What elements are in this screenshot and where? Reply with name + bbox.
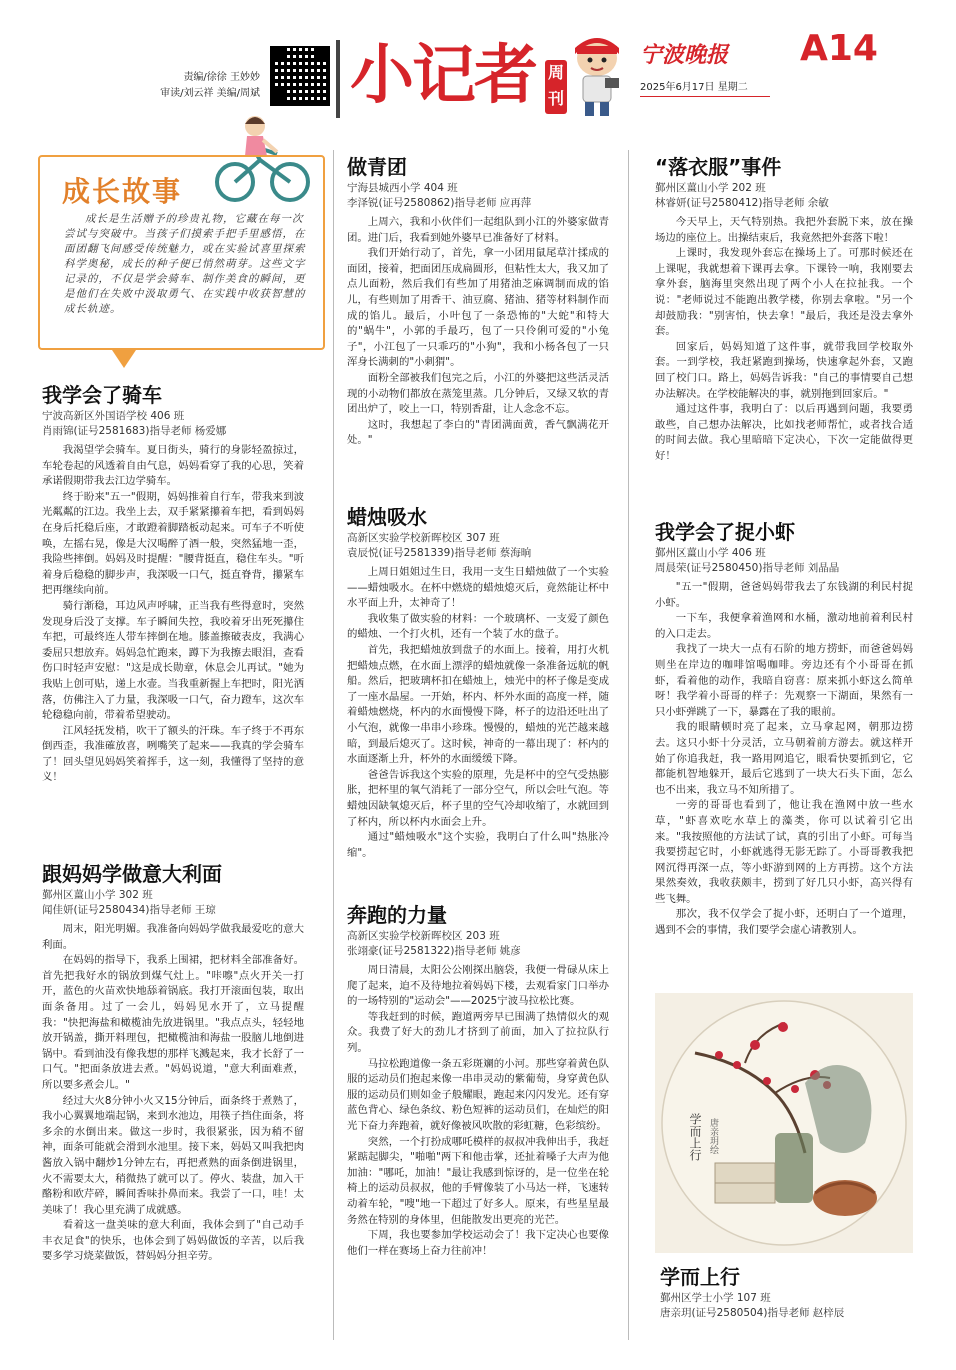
paragraph: 看着这一盘美味的意大利面，我体会到了"自己动手丰衣足食"的快乐，也体会到了妈妈做饭的辛苦，以后我要多学习烧菜做饭，替妈妈分担辛劳。	[42, 1219, 304, 1263]
paragraph: "五一"假期，爸爸妈妈带我去了东钱湖的利民村捉小虾。	[655, 581, 913, 609]
article-title: 蜡烛吸水	[347, 505, 427, 529]
paragraph: 我们开始行动了，首先，拿一小团用鼠尾草汁揉成的面团，接着，把面团压成扁圆形，但粘性太大，我又加了点儿面粉，然后我们有些加了用猪油芝麻调制而成的馅儿，有些则加了用香干、油豆腐、猪油、猪等材料制作而成的馅儿。最后，小叶包了一条恐怖的"大蛇"和特大的"蜗牛"，小郭的手最巧，包了一只伶俐可爱的"小兔子"，小江包了一只乖巧的"小狗"，我和小杨各包了一只浑身长满刺的"小刺猬"。	[347, 247, 609, 369]
column-divider	[333, 150, 334, 1340]
paragraph: 我渴望学会骑车。夏日街头，骑行的身影轻盈掠过，车轮卷起的风透着自由气息，妈妈看穿了我的心思，笑着承诺假期带我去江边学骑车。	[42, 444, 304, 488]
article-school: 宁海县城西小学 404 班	[347, 182, 458, 194]
article-title: 学而上行	[660, 1265, 740, 1289]
article-author: 林睿妍(证号2580412)指导老师 余敏	[655, 197, 829, 209]
article-school: 鄞州区学士小学 107 班	[660, 1292, 771, 1304]
qr-code-icon[interactable]	[270, 46, 330, 106]
paragraph: 下周，我也要参加学校运动会了！我下定决心也要像他们一样在赛场上奋力往前冲！	[347, 1229, 609, 1257]
paragraph: 那次，我不仅学会了捉小虾，还明白了一个道理，遇到不会的事情，我们要学会虚心请教别人。	[655, 908, 913, 937]
growth-story-title: 成长故事	[62, 175, 183, 208]
article-candle	[347, 505, 609, 861]
article-body	[42, 443, 304, 786]
article-pasta	[42, 862, 304, 1265]
paragraph: 在妈妈的指导下，我系上围裙，把材料全部准备好。首先把我好水的锅放到煤气灶上。"咔嚓"点火开关一打开，蓝色的火苗欢快地舔着锅底。我打开滚面包装，取出面条备用。过了一会儿，妈妈见水开了，立马提醒我："快把海盐和橄榄油先放进锅里。"我点点头，轻轻地放开锅盖，撕开料理包，把橄榄油和海盐一股脑儿地倒进锅中。看到油没有像我想的那样飞溅起来，我才长舒了一口气。"把面条放进去煮。"妈妈说道，"意大利面难煮，所以要多煮会儿。"	[42, 954, 304, 1091]
article-bike	[42, 383, 304, 786]
paragraph: 通过这件事，我明白了：以后再遇到问题，我要勇敢些，自己想办法解决，比如找老师帮忙，或者找合适的时间去做。我心里暗暗下定决心，下次一定能做得更好！	[655, 403, 913, 462]
article-school: 鄞州区薑山小学 302 班	[42, 889, 153, 901]
page-subtitle: 周刊	[545, 60, 567, 114]
column-divider	[628, 150, 629, 1340]
paragraph: 上周日姐姐过生日，我用一支生日蜡烛做了一个实验——蜡烛吸水。在杯中燃烧的蜡烛熄灭后，竟然能让杯中水平面上升，太神奇了！	[347, 566, 609, 610]
article-author: 袁辰悦(证号2581339)指导老师 蔡海晌	[347, 547, 532, 559]
date-underline	[640, 96, 770, 97]
article-qingtuan	[347, 155, 609, 449]
editor-credits	[150, 70, 260, 102]
growth-story-text: 成长是生活赠予的珍贵礼物，它藏在每一次尝试与突破中。当孩子们摸索手把手里感悟，在面团翻飞间感受传统魅力，或在实验试喜里探索科学奥秘，成长的种子便已悄然萌芽。这些文字记录的，不仅是学会骑车、制作美食的瞬间，更是他们在失败中汲取勇气、在实践中收获智慧的成长轨迹。	[64, 213, 306, 315]
article-title: “落衣服”事件	[655, 155, 782, 179]
ink-painting-image	[655, 993, 913, 1253]
masthead-divider	[336, 40, 340, 118]
paragraph: 上课时，我发现外套忘在操场上了。可那时候还在上课呢，我就想着下课再去拿。下课铃一响，我刚要去拿外套，脑海里突然出现了两个小人在拉扯我。一个说："老师说过不能跑出教学楼，你别去拿啦。"另一个却鼓励我："别害怕，快去拿！"最后，我还是没去拿外套。	[655, 247, 913, 338]
paragraph: 爸爸告诉我这个实验的原理，先是杯中的空气受热膨胀，把杯里的氧气消耗了一部分空气，所以会吐气泡。等蜡烛因缺氧熄灭后，杯子里的空气冷却收缩了，水就回到了杯内，所以杯内水面会上升。	[347, 768, 609, 828]
paragraph: 突然，一个打扮成哪吒模样的叔叔冲我伸出手，我赶紧踮起脚尖，"啪啪"两下和他击掌，还扯着嗓子大声为他加油："哪吒，加油！"最让我感到惊讶的，是一位坐在轮椅上的运动员叔叔，他的手臂像装了小马达一样，飞速转动着车轮，"嗖"地一下超过了好多人。原来，有些星星最务然在特别的身体里，但能散发出更亮的光芒。	[347, 1135, 609, 1226]
article-school: 高新区实验学校新晖校区 203 班	[347, 930, 500, 942]
paragraph: 这时，我想起了李白的"青团满面黄，香气飘满花开处。"	[347, 418, 609, 447]
article-body	[42, 922, 304, 1265]
painting-inscription-right: 学而上行	[688, 1113, 702, 1161]
article-title: 奔跑的力量	[347, 903, 447, 927]
paragraph: 我的眼睛顿时亮了起来，立马拿起网，朝那边捞去。这只小虾十分灵活，立马朝着前方游去。就这样开始了你追我赶，我一路用网追它，眼看快要抓到它，它都能机智地躲开，最后它逃到了一块大石头下面，怎么也不出来，我立马不知所措了。	[655, 721, 913, 796]
paragraph: 今天早上，天气特别热。我把外套脱下来，放在操场边的座位上。出操结束后，我竟然把外套落下啦！	[655, 216, 913, 244]
paragraph: 通过"蜡烛吸水"这个实验，我明白了什么叫"热胀冷缩"。	[347, 831, 609, 859]
paragraph: 一下车，我便拿着渔网和水桶，激动地前着利民村的入口走去。	[655, 612, 913, 640]
paragraph: 上周六，我和小伙伴们一起组队到小江的外婆家做青团。进门后，我看到她外婆早已准备好了材料。	[347, 216, 609, 244]
paragraph: 我收集了做实验的材料：一个玻璃杯、一支爱了颜色的蜡烛、一个打火机，还有一个装了水的盘子。	[347, 612, 609, 641]
paragraph: 江风轻抚发梢，吹干了额头的汗珠。车子终于不再东倒西歪，我准確放喜，咧嘴笑了起来——我真的学会骑车了！回头望见妈妈笑着挥手，这一刻，我懂得了坚持的意义！	[42, 724, 304, 784]
article-shrimp	[655, 520, 913, 939]
article-author: 周晨荣(证号2580450)指导老师 刘晶晶	[655, 562, 840, 574]
newspaper-name: 宁波晚报	[640, 42, 729, 68]
paragraph: 周末，阳光明媚。我准备向妈妈学做我最爱吃的意大利面。	[42, 923, 304, 951]
paragraph: 一旁的哥哥也看到了，他让我在渔网中放一些水草，"虾喜欢吃水草上的藻类，你可以试着引它出来。"我按照他的方法试了试，真的引出了小虾。可每当我要捞起它时，小虾就逃得无影无踪了。小哥哥教我把网沉得再深一点，等小虾游到网的上方再捞。这个方法果然奏效，我收获颇丰，捞到了好几只小虾，高兴得有些飞舞。	[655, 799, 913, 905]
page-number: A14	[800, 28, 878, 69]
article-marathon	[347, 903, 609, 1259]
article-body	[347, 215, 609, 449]
paragraph: 马拉松跑道像一条五彩斑斓的小河。那些穿着黄色队服的运动员们抱起来像一串串灵动的紫葡萄，身穿黄色队服的运动员们则如金子般耀眼，跑起来闪闪发光。还有穿蓝色背心、绿色条纹、粉色短裤的运动员们，在灿烂的阳光下奋力奔跑着，就好像被风吹散的彩虹糖，色彩缤纷。	[347, 1057, 609, 1132]
article-body	[655, 215, 913, 465]
paragraph: 骑行渐稳，耳边风声呼啸，正当我有些得意时，突然发现身后没了支撑。车子瞬间失控，我咬着牙出死死攥住车把，可最终连人带车摔倒在地。膝盖擦破表皮，我满心委屈只想放弃。妈妈急忙跑来，蹲下为我擦去眼泪，查看伤口时轻声安慰："这是成长勋章，休息会儿再试。"她为我贴上创可贴，递上水壶。当我重新握上车把时，阳光洒落，仿佛注入了力量，我深吸一口气，奋力蹬车，这次车轮稳稳向前，带着希望驶动。	[42, 599, 304, 722]
article-body	[655, 580, 913, 939]
article-title: 做青团	[347, 155, 407, 179]
article-school: 鄞州区薑山小学 406 班	[655, 547, 766, 559]
article-author: 肖雨锦(证号2581683)指导老师 杨爱娜	[42, 425, 227, 437]
paragraph: 等我赶到的时候，跑道两旁早已围满了热情似火的观众。我费了好大的劲儿才挤到了前面，加入了拉拉队行列。	[347, 1010, 609, 1054]
article-author: 唐亲玥(证号2580504)指导老师 赵梓辰	[660, 1307, 845, 1319]
painting-inscription-left: 唐亲玥绘	[708, 1118, 718, 1154]
article-title: 我学会了捉小虾	[655, 520, 795, 544]
paragraph: 回家后，妈妈知道了这件事，就带我回学校取外套。一到学校，我赶紧跑到操场，快速拿起外套，又跑回了校门口。路上，妈妈告诉我："自己的事情要自己想办法解决。在学校能解决的事，就别拖到回家后。"	[655, 340, 913, 400]
paragraph: 我找了一块大一点有石阶的地方捞虾，而爸爸妈妈则坐在岸边的咖啡馆喝咖啡。旁边还有个小哥哥在抓虾，看着他的动作，我暗自窃喜：原来抓小虾这么简单呀！我学着小哥哥的样子：先观察一下湖面，果然有一只小虾弹跳了一下，暴露在了我的眼前。	[655, 643, 913, 718]
article-school: 高新区实验学校新晖校区 307 班	[347, 532, 500, 544]
article-body	[347, 565, 609, 861]
box-pointer	[112, 350, 136, 368]
paragraph: 经过大火8分钟小火又15分钟后，面条终于煮熟了，我小心翼翼地端起锅，来到水池边，用筷子挡住面条，将多余的水倒出来。做这一步时，我很紧张，因为稍不留神，面条可能就会滑到水池里。接下来，妈妈又叫我把肉酱放入锅中翻炒1分钟左右，再把煮熟的面条倒进锅里，火不需要太大，稍微热了就可以了。停火、装盘，加入干酪粉和欧芹碎，瞬间香味扑鼻而来。我尝了一口，哇！太美味了！我心里充满了成就感。	[42, 1094, 304, 1216]
article-title: 我学会了骑车	[42, 383, 162, 407]
article-author: 张翊豪(证号2581322)指导老师 姚彦	[347, 945, 521, 957]
article-school: 鄞州区薑山小学 202 班	[655, 182, 766, 194]
paragraph: 终于盼来"五一"假期，妈妈推着自行车，带我来到波光粼粼的江边。我坐上去，双手紧紧攥着车把，看到妈妈在身后托稳后座，才敢蹬着脚踏板动起来。可车子不听使唤，左摇右晃，像是大汉喝醉了酒一般，突然猛地一歪，我险些摔倒。妈妈及时提醒："腰背挺直，稳住车头。"听着身后稳稳的脚步声，我深吸一口气，挺直脊背，攥紧车把再继续向前。	[42, 490, 304, 597]
article-body	[347, 963, 609, 1259]
article-school: 宁波高新区外国语学校 406 班	[42, 410, 185, 422]
page-title: 小记者	[350, 38, 536, 113]
paragraph: 面粉全部被我们包完之后，小江的外婆把这些活灵活现的小动物们都放在蒸笼里蒸。几分钟后，又绿又软的青团出炉了，咬上一口，特别香甜，让人念念不忘。	[347, 371, 609, 416]
issue-date: 2025年6月17日 星期二	[640, 82, 748, 93]
article-author: 闻佳妍(证号2580434)指导老师 王琼	[42, 904, 216, 916]
editor-line: 责编/徐徐 王妙妙	[183, 72, 260, 83]
paragraph: 首先，我把蜡烛放到盘子的水面上。接着，用打火机把蜡烛点燃，在水面上漂浮的蜡烛就像一条准备远航的帆船。然后，把玻璃杯扣在蜡烛上，烛光中的杯子像是变成了一座水晶屋。一开始，杯内、杯外水面的高度一样，随着蜡烛燃烧，杯内的水面慢慢下降，杯子的边沿还吐出了小气泡，就像一串串小珍珠。慢慢的，蜡烛的光芒越来越暗，到最后熄灭了。这时候，神奇的一幕出现了：杯内的水面逐渐上升，杯外的水面缓缓下降。	[347, 643, 609, 766]
article-coat	[655, 155, 913, 465]
article-title: 跟妈妈学做意大利面	[42, 862, 222, 886]
article-painting-caption	[660, 1265, 918, 1321]
article-author: 李泽锐(证号2580862)指导老师 应再萍	[347, 197, 532, 209]
paragraph: 周日清晨，太阳公公刚探出脑袋，我便一骨碌从床上爬了起来，迫不及待地拉着妈妈下楼，去观看家门口举办的一场特别的"运动会"——2025宁波马拉松比赛。	[347, 964, 609, 1008]
reporter-mascot-icon	[565, 32, 629, 120]
editor-line: 审读/刘云祥 美编/周斌	[160, 88, 260, 99]
